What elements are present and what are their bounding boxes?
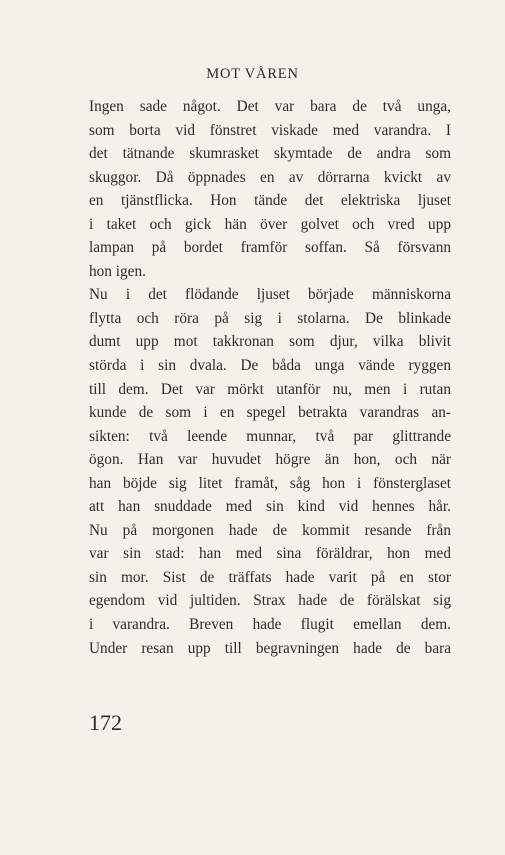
text-line: till dem. Det var mörkt utanför nu, men i rutan (89, 380, 451, 398)
text-line: sin mor. Sist de träffats hade varit på en stor (89, 568, 451, 586)
text-line: Ingen sade något. Det var bara de två unga, (89, 98, 451, 115)
text-line: skuggor. Då öppnades en av dörrarna kvickt av (89, 168, 451, 186)
text-line: var sin stad: han med sina föräldrar, hon med (89, 545, 451, 563)
text-line: Nu på morgonen hade de kommit resande från (89, 521, 451, 539)
text-line: som borta vid fönstret viskade med varandra. I (89, 121, 451, 139)
text-line: dumt upp mot takkronan som djur, vilka blivit (89, 333, 451, 351)
text-line: kunde de som i en spegel betrakta varandras an- (89, 404, 451, 422)
text-line: lampan på bordet framför soffan. Så försvann (89, 239, 451, 257)
text-line: hon igen. (89, 262, 146, 280)
text-line: i taket och gick hän över golvet och vred upp (89, 215, 451, 233)
text-line: det tätnande skumrasket skymtade de andra som (89, 145, 451, 163)
text-line: störda i sin dvala. De båda unga vände ryggen (89, 357, 451, 375)
page-number: 172 (89, 710, 122, 735)
text-line: flytta och röra på sig i stolarna. De blinkade (89, 309, 451, 327)
text-line: egendom vid jultiden. Strax hade de förälskat sig (89, 592, 451, 610)
text-line: att han snuddade med sin kind vid hennes hår. (89, 498, 451, 516)
text-line: en tjänstflicka. Hon tände det elektriska ljuset (89, 192, 451, 210)
text-line: i varandra. Breven hade flugit emellan dem. (89, 616, 451, 634)
text-line: han böjde sig litet framåt, såg hon i fönsterglaset (89, 474, 451, 492)
running-header: MOT VÅREN (206, 66, 299, 82)
text-line: sikten: två leende munnar, två par glittrande (89, 427, 451, 445)
text-line: Under resan upp till begravningen hade de bara (89, 639, 451, 657)
text-line: ögon. Han var huvudet högre än hon, och när (89, 451, 451, 469)
text-line: Nu i det flödande ljuset började människorna (89, 286, 451, 304)
body-text (89, 95, 451, 660)
